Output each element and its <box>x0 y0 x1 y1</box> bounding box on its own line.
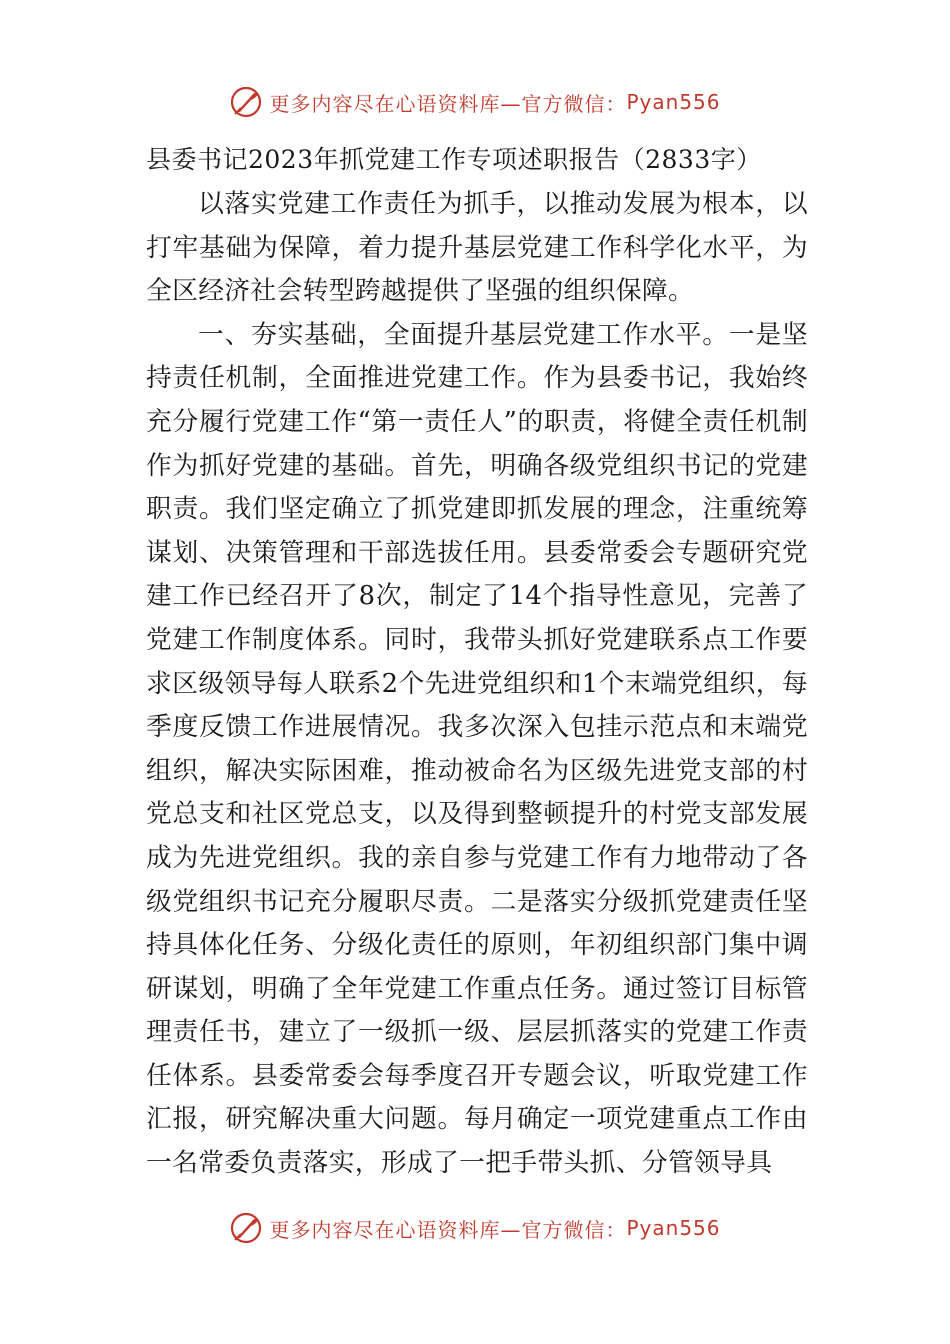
watermark-wechat-id: Pyan556 <box>626 90 721 114</box>
paragraph-section-one: 一、夯实基础，全面提升基层党建工作水平。一是坚持责任机制，全面推进党建工作。作为县委书记，我始终充分履行党建工作“第一责任人”的职责，将健全责任机制作为抓好党建的基础。首先，明确各级党组织书记的党建职责。我们坚定确立了抓党建即抓发展的理念，注重统筹谋划、决策管理和干部选拔任用。县委常委会专题研究党建工作已经召开了8次，制定了14个指导性意见，完善了党建工作制度体系。同时，我带头抓好党建联系点工作要求区级领导每人联系2个先进党组织和1个末端党组织，每季度反馈工作进展情况。我多次深入包挂示范点和末端党组织，解决实际困难，推动被命名为区级先进党支部的村党总支和社区党总支，以及得到整顿提升的村党支部发展成为先进党组织。我的亲自参与党建工作有力地带动了各级党组织书记充分履职尽责。二是落实分级抓党建责任坚持具体化任务、分级化责任的原则，年初组织部门集中调研谋划，明确了全年党建工作重点任务。通过签订目标管理责任书，建立了一级抓一级、层层抓落实的党建工作责任体系。县委常委会每季度召开专题会议，听取党建工作汇报，研究解决重大问题。每月确定一项党建重点工作由一名常委负责落实，形成了一把手带头抓、分管领导具 <box>146 319 808 1179</box>
watermark-wechat-id: Pyan556 <box>626 1216 721 1240</box>
paragraph-intro: 以落实党建工作责任为抓手，以推动发展为根本，以打牢基础为保障，着力提升基层党建工作科学化水平，为全区经济社会转型跨越提供了坚强的组织保障。 <box>146 189 808 307</box>
watermark-footer <box>0 1208 950 1248</box>
document-body <box>146 140 808 1186</box>
watermark-header <box>0 82 950 122</box>
document-title: 县委书记2023年抓党建工作专项述职报告（2833字） <box>146 145 762 174</box>
quill-logo-icon <box>229 85 263 119</box>
watermark-text: 更多内容尽在心语资料库—官方微信： <box>269 1217 627 1242</box>
watermark-text: 更多内容尽在心语资料库—官方微信： <box>269 91 627 116</box>
quill-logo-icon <box>229 1211 263 1245</box>
